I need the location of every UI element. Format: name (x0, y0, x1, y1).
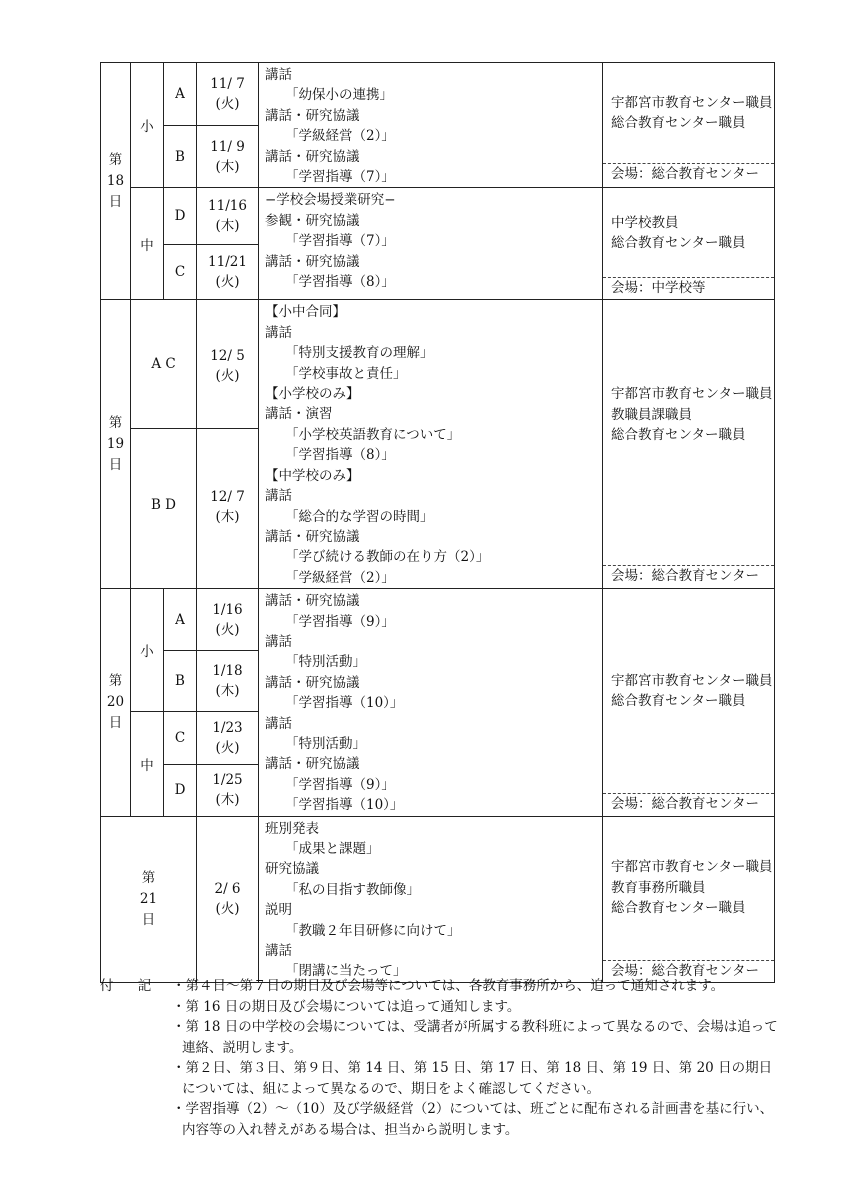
table-row (101, 63, 775, 126)
content-cell (259, 816, 603, 982)
content-line: 講話・研究協議 (265, 528, 360, 545)
content-line: 「学び続ける教師の在り方（2）」 (285, 549, 490, 566)
content-cell (259, 188, 603, 300)
class-cell: C (164, 244, 197, 300)
class-cell: C (164, 712, 197, 764)
content-line: 講話・研究協議 (265, 253, 360, 270)
content-line: 講話 (265, 633, 292, 650)
venue-label: 会場：中学校等 (603, 277, 774, 299)
level-junior-high: 中 (131, 188, 164, 300)
content-line: 「幼保小の連携」 (285, 87, 393, 104)
table-row (101, 589, 775, 651)
content-line: 「学級経営（2）」 (285, 128, 395, 145)
class-cell: A (164, 589, 197, 651)
date-cell: 11/21 (火) (197, 244, 259, 300)
staff-cell: 宇都宮市教育センター職員 総合教育センター職員 会場：総合教育センター (603, 63, 775, 188)
class-cell: D (164, 188, 197, 245)
content-line: 「教職２年目研修に向けて」 (285, 922, 461, 939)
staff-cell: 宇都宮市教育センター職員 総合教育センター職員 会場：総合教育センター (603, 589, 775, 816)
venue-label: 会場：総合教育センター (603, 793, 774, 815)
day-label-18: 第 18 日 (101, 63, 131, 300)
content-line: 「学習指導（10）」 (285, 797, 404, 814)
content-line: 研究協議 (265, 861, 319, 878)
notes-section (100, 976, 780, 1140)
notes-heading: 付 記 (100, 978, 162, 994)
content-line: 「学習指導（7）」 (285, 169, 395, 186)
venue-label: 会場：総合教育センター (603, 565, 774, 587)
content-line: 【小中合同】 (265, 304, 346, 321)
content-cell (259, 63, 603, 188)
note-item: ・学習指導（2）〜（10）及び学級経営（2）については、班ごとに配布される計画書を基に行い、内容等の入れ替えがある場合は、担当から説明します。 (172, 1101, 774, 1138)
content-line: 講話・演習 (265, 406, 333, 423)
class-cell: B (164, 651, 197, 712)
level-elementary: 小 (131, 63, 164, 188)
content-line: 「私の目指す教師像」 (285, 881, 420, 898)
content-line: 「学習指導（8）」 (285, 447, 395, 464)
date-cell: 11/16 (木) (197, 188, 259, 245)
level-elementary: 小 (131, 589, 164, 712)
date-cell: 1/23 (火) (197, 712, 259, 764)
venue-label: 会場：総合教育センター (603, 960, 774, 982)
content-line: 「学習指導（9）」 (285, 776, 395, 793)
class-cell: D (164, 764, 197, 816)
day-label-21: 第 21 日 (101, 816, 197, 982)
level-junior-high: 中 (131, 712, 164, 816)
group-cell: B D (131, 429, 197, 589)
content-line: 「特別活動」 (285, 735, 366, 752)
content-line: 説明 (265, 902, 292, 919)
staff-cell: 宇都宮市教育センター職員 教育事務所職員 総合教育センター職員 会場：総合教育センター (603, 816, 775, 982)
content-line: 講話・研究協議 (265, 593, 360, 610)
day-label-20: 第 20 日 (101, 589, 131, 816)
note-item: ・第 18 日の中学校の会場については、受講者が所属する教科班によって異なるので、会場は追って連絡、説明します。 (172, 1019, 778, 1056)
content-line: 「成果と課題」 (285, 841, 380, 857)
content-line: 「学習指導（7）」 (285, 233, 395, 250)
date-cell: 11/ 9 (木) (197, 125, 259, 188)
content-line: 講話 (265, 943, 292, 960)
group-cell: A C (131, 300, 197, 429)
content-line: 【小学校のみ】 (265, 386, 360, 403)
table-row (101, 816, 775, 982)
note-item: ・第 16 日の期日及び会場については追って通知します。 (172, 998, 521, 1015)
staff-cell: 中学校教員 総合教育センター職員 会場：中学校等 (603, 188, 775, 300)
content-line: 「学習指導（9）」 (285, 613, 395, 630)
content-line: 講話・研究協議 (265, 148, 360, 165)
note-item: ・第２日、第３日、第９日、第 14 日、第 15 日、第 17 日、第 18 日、第 19 日、第 20 日の期日については、組によって異なるので、期日をよく確認してください。 (172, 1060, 773, 1097)
content-line: 「学級経営（2）」 (285, 569, 395, 586)
date-cell: 12/ 7 (木) (197, 429, 259, 589)
content-line: 講話・研究協議 (265, 107, 360, 124)
day-label-19: 第 19 日 (101, 300, 131, 589)
schedule-table (100, 62, 775, 983)
content-cell (259, 589, 603, 816)
class-cell: B (164, 125, 197, 188)
content-line: 「特別支援教育の理解」 (285, 345, 434, 362)
content-line: 講話 (265, 67, 292, 83)
table-row (101, 300, 775, 429)
content-line: 「学習指導（8）」 (285, 274, 395, 291)
content-line: 講話 (265, 324, 292, 341)
date-cell: 2/ 6 (火) (197, 816, 259, 982)
content-line: 「学校事故と責任」 (285, 365, 407, 382)
content-cell (259, 300, 603, 589)
staff-cell: 宇都宮市教育センター職員 教職員課職員 総合教育センター職員 会場：総合教育センター (603, 300, 775, 589)
content-line: 「閉講に当たって」 (285, 963, 407, 980)
content-line: 講話 (265, 715, 292, 732)
venue-label: 会場：総合教育センター (603, 163, 774, 185)
class-cell: A (164, 63, 197, 126)
content-line: 「小学校英語教育について」 (285, 426, 461, 443)
content-line: 「学習指導（10）」 (285, 695, 404, 712)
date-cell: 1/18 (木) (197, 651, 259, 712)
content-line: 講話・研究協議 (265, 674, 360, 691)
table-row (101, 188, 775, 245)
note-item: ・第４日〜第７日の期日及び会場等については、各教育事務所から、追って通知されます。 (172, 978, 725, 994)
date-cell: 11/ 7 (火) (197, 63, 259, 126)
content-line: 「総合的な学習の時間」 (285, 508, 434, 525)
content-line: 参観・研究協議 (265, 212, 360, 229)
date-cell: 12/ 5 (火) (197, 300, 259, 429)
content-line: 講話・研究協議 (265, 756, 360, 773)
content-line: 班別発表 (265, 820, 319, 837)
date-cell: 1/25 (木) (197, 764, 259, 816)
date-cell: 1/16 (火) (197, 589, 259, 651)
content-line: 「特別活動」 (285, 654, 366, 671)
content-line: 【中学校のみ】 (265, 467, 360, 484)
content-line: −学校会場授業研究− (265, 192, 396, 209)
content-line: 講話 (265, 488, 292, 505)
